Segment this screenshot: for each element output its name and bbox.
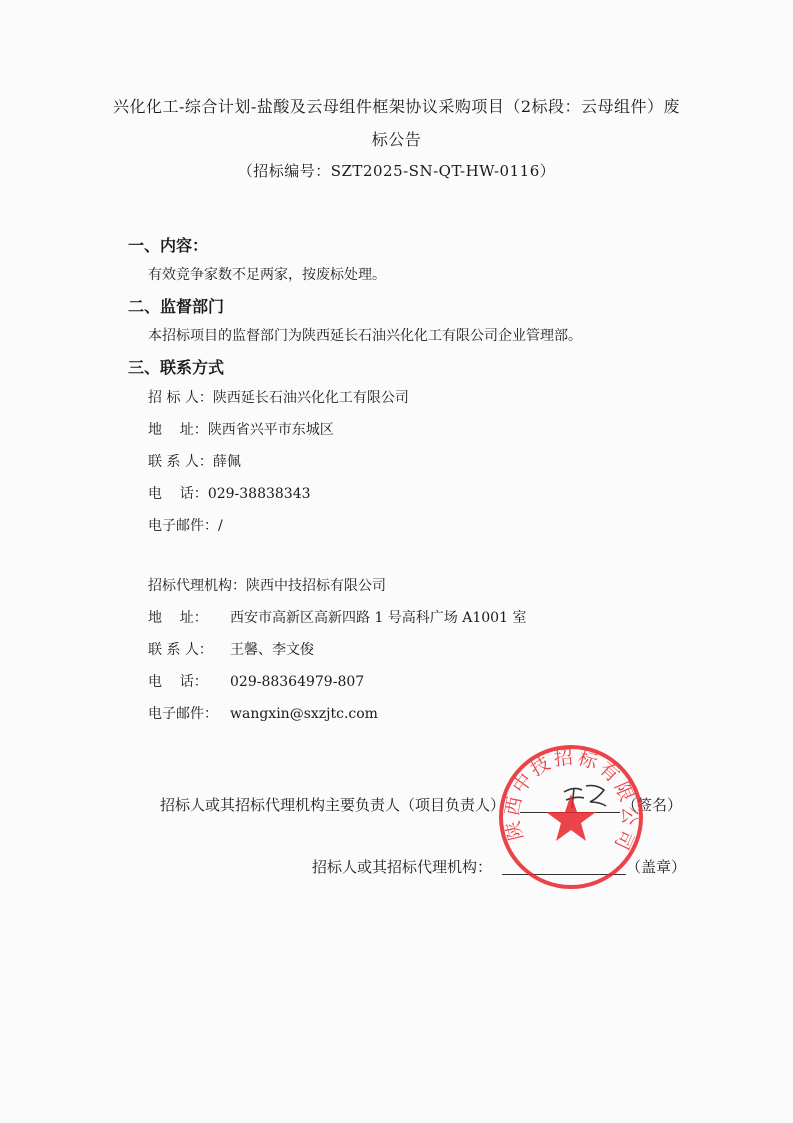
seal-text: 陕西中技招标有限公司: [501, 746, 641, 856]
seal-group: [501, 746, 641, 887]
agency-email-label: 电子邮件：: [148, 706, 218, 722]
tenderer-email: /: [218, 518, 223, 534]
signature-line-2-end: （盖章）: [626, 858, 687, 876]
tender-number: （招标编号：SZT2025-SN-QT-HW-0116）: [237, 162, 556, 180]
supervision-text: 本招标项目的监督部门为陕西延长石油兴化化工有限公司企业管理部。: [148, 328, 582, 344]
tenderer-name-label: 招 标 人：: [148, 390, 213, 406]
signature-line-2: 招标人或其招标代理机构：: [312, 858, 493, 876]
tenderer-phone: 029-38838343: [207, 486, 311, 502]
signature-line-1-end: （签名）: [622, 796, 683, 814]
tenderer-email-row: [148, 515, 223, 535]
title-line-2: 标公告: [371, 130, 422, 149]
tenderer-name: 陕西延长石油兴化化工有限公司: [212, 390, 409, 406]
tenderer-address: 陕西省兴平市东城区: [207, 422, 334, 438]
agency-phone: 029-88364979-807: [230, 674, 365, 690]
agency-address-label: 地 址：: [148, 610, 208, 626]
agency-email-row: [148, 703, 378, 723]
tenderer-phone-label: 电 话：: [148, 486, 208, 502]
tenderer-contact-label: 联 系 人：: [148, 454, 213, 470]
tenderer-contact: 薛佩: [212, 454, 241, 470]
section-heading-contact: 三、联系方式: [128, 358, 225, 377]
tenderer-email-label: 电子邮件：: [148, 518, 218, 534]
agency-address-row: [148, 607, 526, 627]
agency-email: wangxin@sxzjtc.com: [230, 706, 378, 722]
agency-name-row: [148, 575, 386, 595]
section-heading-content: 一、内容：: [128, 236, 209, 255]
agency-name-label: 招标代理机构：: [148, 578, 246, 594]
title-line-1: 兴化化工-综合计划-盐酸及云母组件框架协议采购项目（2标段：云母组件）废: [113, 97, 680, 116]
agency-contact-label: 联 系 人：: [148, 642, 213, 658]
tenderer-name-row: [148, 387, 409, 407]
agency-phone-label: 电 话：: [148, 674, 208, 690]
content-text: 有效竞争家数不足两家，按废标处理。: [148, 267, 386, 283]
signature-line-1: 招标人或其招标代理机构主要负责人（项目负责人）: [160, 796, 506, 814]
tenderer-phone-row: [148, 483, 311, 503]
tenderer-address-row: [148, 419, 334, 439]
agency-contact: 王馨、李文俊: [230, 642, 314, 658]
tenderer-address-label: 地 址：: [148, 422, 208, 438]
agency-contact-row: [148, 639, 314, 659]
section-heading-supervision: 二、监督部门: [128, 297, 225, 316]
agency-address: 西安市高新区高新四路 1 号高科广场 A1001 室: [230, 610, 527, 626]
agency-phone-row: [148, 671, 364, 691]
company-seal-stamp: [496, 742, 646, 892]
agency-name: 陕西中技招标有限公司: [246, 578, 386, 594]
tenderer-contact-row: [148, 451, 241, 471]
seal-star-icon: [546, 794, 596, 841]
